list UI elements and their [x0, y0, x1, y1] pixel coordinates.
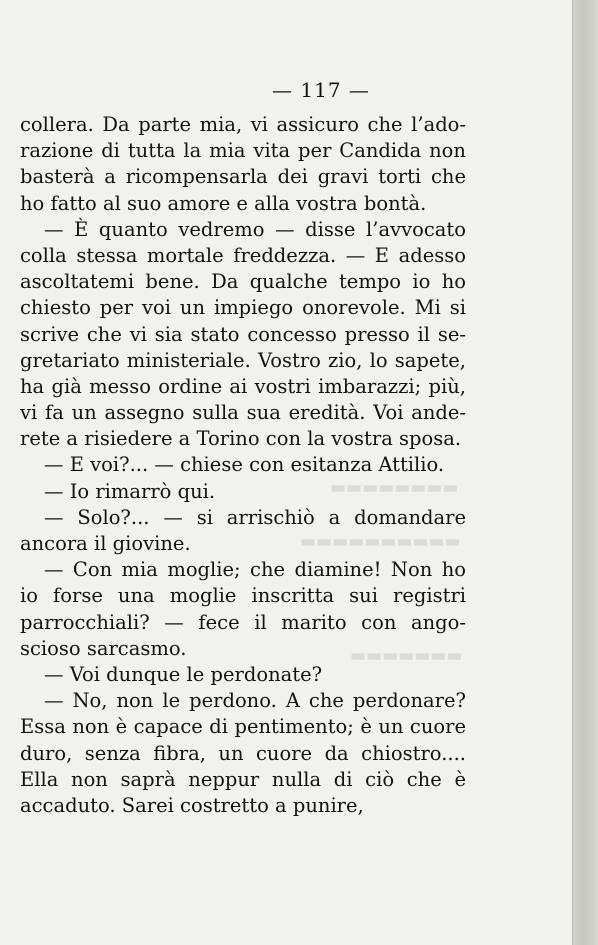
text-line: — No, non le perdono. A che perdonare? — [44, 689, 466, 713]
text-line: ascoltatemi bene. Da qualche tempo io ho — [20, 270, 466, 294]
page-number: — 117 — — [272, 78, 370, 102]
text-line: ancora il giovine. — [20, 532, 191, 555]
text-line: ha già messo ordine ai vostri imbarazzi; più, — [20, 374, 466, 398]
text-line: colla stessa mortale freddezza. — E adesso — [20, 243, 466, 267]
text-line: parrocchiali? — fece il marito con ango- — [20, 610, 466, 634]
text-line: basterà a ricompensarla dei gravi torti che — [20, 165, 466, 189]
text-line: rete a risiedere a Torino con la vostra sposa. — [20, 427, 462, 451]
text-line: vi fa un assegno sulla sua eredità. Voi ande- — [20, 401, 466, 425]
text-line: razione di tutta la mia vita per Candida non — [20, 139, 466, 163]
text-line: scioso sarcasmo. — [20, 636, 187, 660]
text-line: Ella non saprà neppur nulla di ciò che è — [20, 767, 466, 791]
text-line: — Con mia moglie; che diamine! Non ho — [44, 558, 466, 582]
show-through-3: ▬▬▬▬▬▬▬ — [350, 646, 463, 666]
text-line: accaduto. Sarei costretto a punire, — [20, 793, 364, 817]
show-through-2: ▬▬▬▬▬▬▬▬▬▬ — [300, 532, 461, 552]
text-line: — È quanto vedremo — disse l’avvocato — [44, 217, 466, 241]
text-line: scrive che vi sia stato concesso presso il se- — [20, 322, 466, 346]
text-line: duro, senza fibra, un cuore da chiostro.... — [20, 741, 466, 765]
show-through-1: ▬▬▬▬▬▬▬▬ — [330, 478, 459, 498]
text-line: — Solo?... — si arrischiò a domandare — [44, 505, 466, 529]
body-text — [20, 112, 466, 819]
text-line: Essa non è capace di pentimento; è un cuore — [20, 715, 466, 739]
text-line: — Voi dunque le perdonate? — [44, 662, 323, 686]
text-line: collera. Da parte mia, vi assicuro che l’ado- — [20, 113, 466, 136]
text-line: ho fatto al suo amore e alla vostra bontà. — [20, 191, 427, 215]
text-line: io forse una moglie inscritta sui registri — [20, 584, 466, 608]
text-line: — Io rimarrò qui. — [44, 479, 216, 503]
page-edge — [572, 0, 598, 945]
text-line: — E voi?... — chiese con esitanza Attilio. — [44, 453, 445, 477]
text-line: gretariato ministeriale. Vostro zio, lo sapete, — [20, 348, 466, 372]
text-line: chiesto per voi un impiego onorevole. Mi si — [20, 296, 466, 320]
